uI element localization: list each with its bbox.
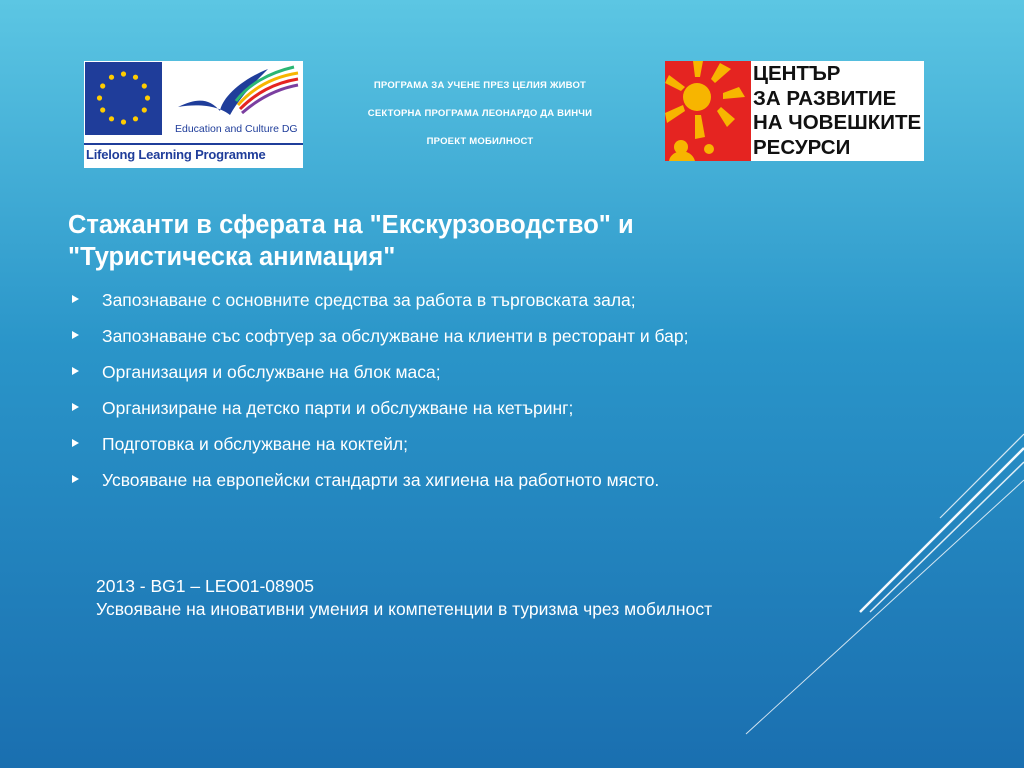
bullet-arrow-icon [72,295,79,303]
hrdc-line-2: ЗА РАЗВИТИЕ [753,86,897,110]
slide-title [68,209,768,273]
list-item-text: Подготовка и обслужване на коктейл; [102,434,408,454]
hrdc-logo [665,61,924,161]
list-item-text: Организиране на детско парти и обслужване на кетъринг; [102,398,574,418]
hrdc-line-3: НА ЧОВЕШКИТЕ [753,111,922,134]
bullet-arrow-icon [72,439,79,447]
bullet-arrow-icon [72,403,79,411]
list-item [70,289,790,312]
education-culture-text: Education and Culture DG [175,123,298,135]
wings-emblem-icon [176,63,301,126]
bullet-arrow-icon [72,367,79,375]
list-item [70,433,790,456]
program-header [320,72,640,156]
list-item-text: Запознаване със софтуер за обслужване на клиенти в ресторант и бар; [102,326,689,346]
eu-flag-icon [85,62,162,135]
project-description: Усвояване на иновативни умения и компетенции в туризма чрез мобилност [96,599,713,619]
project-code: 2013 - BG1 – LEO01-08905 [96,576,314,596]
activities-list [70,289,790,505]
slide-title-line-1: Стажанти в сферата на "Екскурзоводство" и [68,211,634,239]
list-item [70,397,790,420]
hrdc-line-1: ЦЕНТЪР [753,62,841,85]
program-header-line-2: СЕКТОРНА ПРОГРАМА ЛЕОНАРДО ДА ВИНЧИ [367,108,593,119]
logo-divider [84,143,303,145]
list-item-text: Организация и обслужване на блок маса; [102,362,441,382]
list-item [70,325,790,348]
program-header-line-1: ПРОГРАМА ЗА УЧЕНЕ ПРЕЗ ЦЕЛИЯ ЖИВОТ [373,80,587,91]
slide-title-line-2: "Туристическа анимация" [68,243,396,271]
list-item-text: Усвояване на европейски стандарти за хигиена на работното място. [102,470,660,490]
list-item [70,469,790,492]
bullet-arrow-icon [72,475,79,483]
list-item-text: Запознаване с основните средства за работа в търговската зала; [102,290,636,310]
list-item [70,361,790,384]
hrdc-line-4: РЕСУРСИ [753,135,851,159]
project-info [96,575,776,621]
hrdc-logo-text [753,62,921,160]
lifelong-learning-text: Lifelong Learning Programme [86,147,266,162]
bullet-arrow-icon [72,331,79,339]
sun-emblem-icon [665,61,751,161]
program-header-line-3: ПРОЕКТ МОБИЛНОСТ [426,136,534,147]
lifelong-learning-logo [84,61,303,168]
